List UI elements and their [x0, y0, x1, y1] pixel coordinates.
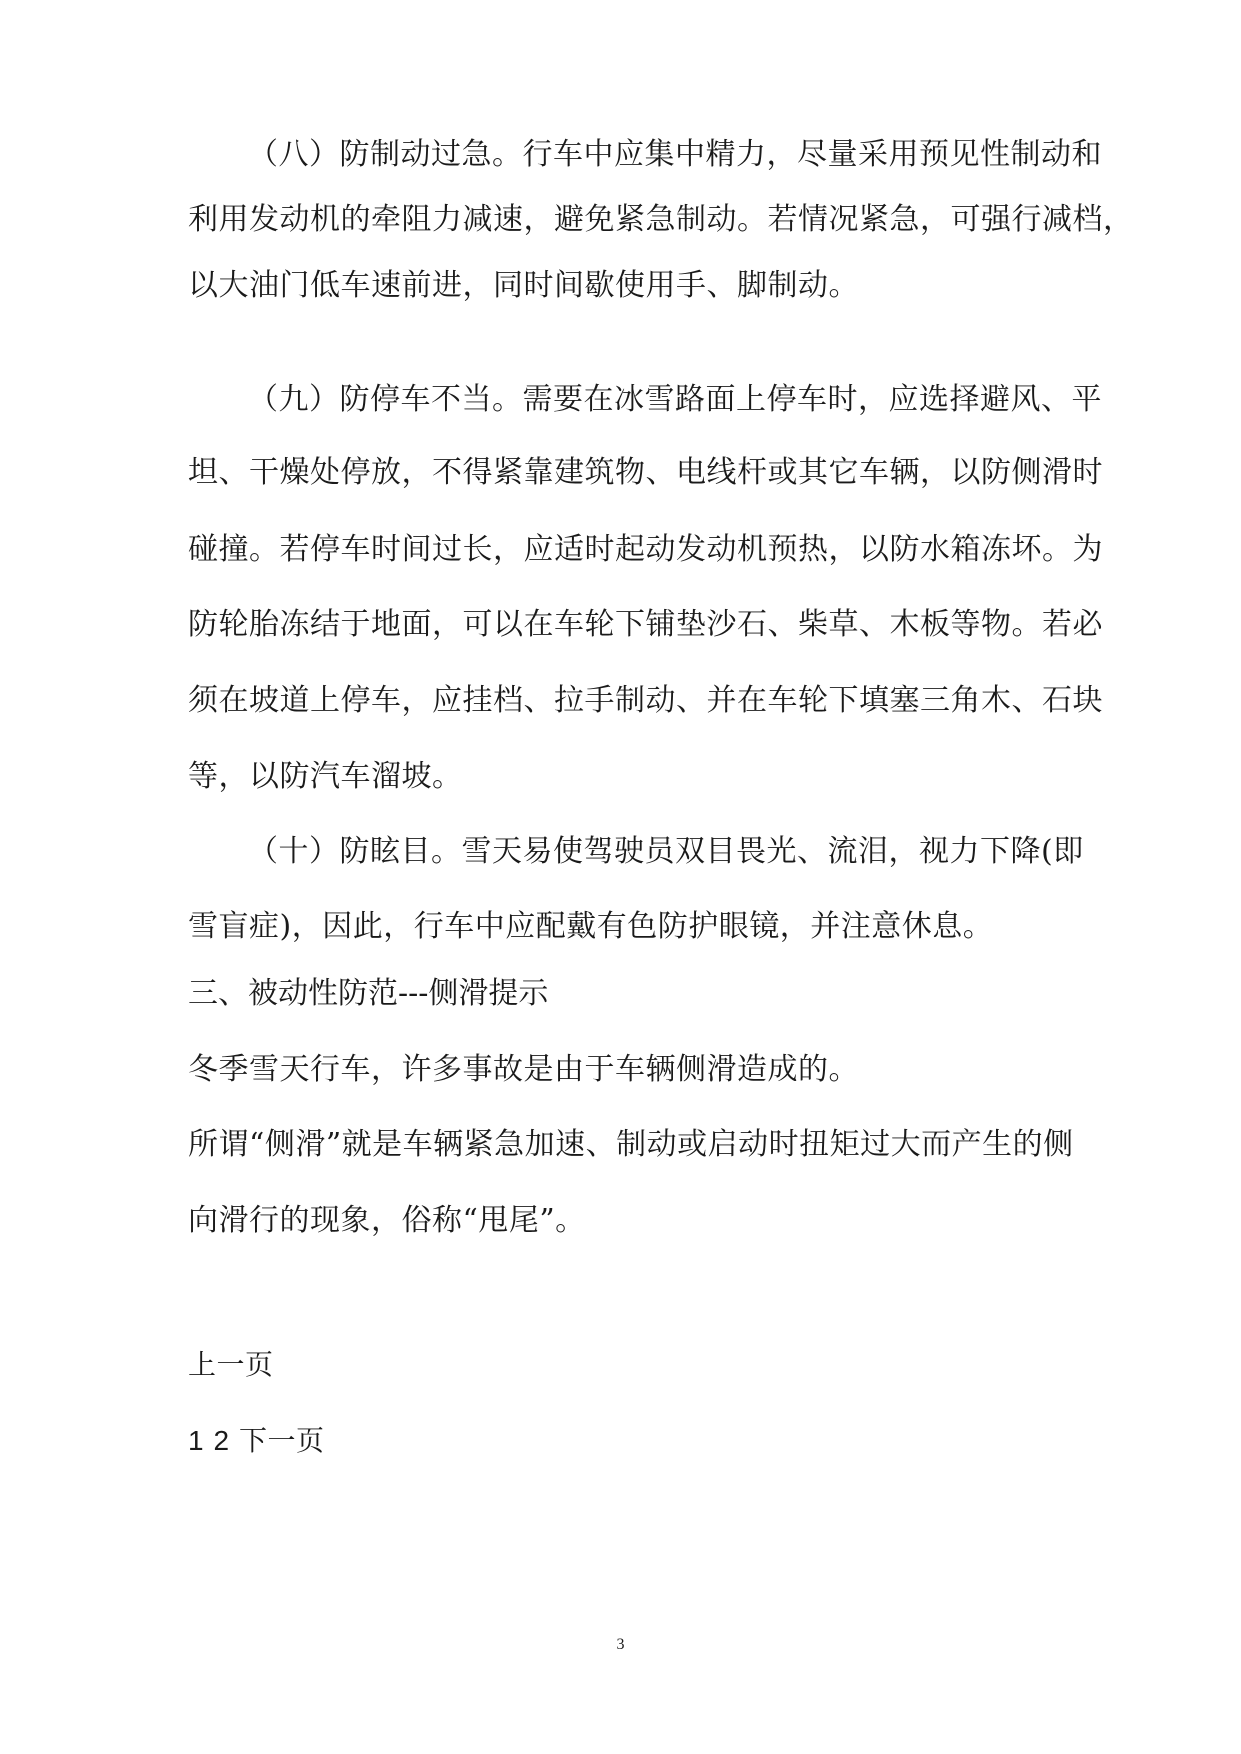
page-number: 3: [616, 1636, 625, 1653]
definition-line-1: 所谓“侧滑”就是车辆紧急加速、制动或启动时扭矩过大而产生的侧: [188, 1127, 1074, 1162]
paragraph-9-line-4: 防轮胎冻结于地面，可以在车轮下铺垫沙石、柴草、木板等物。若必: [188, 607, 1103, 642]
paragraph-9-line-5: 须在坡道上停车，应挂档、拉手制动、并在车轮下填塞三角木、石块: [188, 683, 1103, 718]
page-link-1[interactable]: 1: [188, 1425, 205, 1456]
paragraph-10-line-1: （十）防眩目。雪天易使驾驶员双目畏光、流泪，视力下降(即: [248, 834, 1084, 869]
pagination-row: [188, 1421, 324, 1461]
paragraph-9-line-2: 坦、干燥处停放，不得紧靠建筑物、电线杆或其它车辆，以防侧滑时: [188, 455, 1103, 490]
paragraph-9-line-1: （九）防停车不当。需要在冰雪路面上停车时，应选择避风、平: [248, 382, 1102, 417]
page-link-2[interactable]: 2: [213, 1425, 230, 1456]
paragraph-8-line-1: （八）防制动过急。行车中应集中精力，尽量采用预见性制动和: [248, 137, 1102, 172]
paragraph-9-line-6: 等，以防汽车溜坡。: [188, 759, 463, 794]
paragraph-8-line-3: 以大油门低车速前进，同时间歇使用手、脚制动。: [188, 268, 859, 303]
paragraph-10-line-2: 雪盲症)，因此，行车中应配戴有色防护眼镜，并注意休息。: [188, 909, 994, 944]
paragraph-9-line-3: 碰撞。若停车时间过长，应适时起动发动机预热，以防水箱冻坏。为: [188, 532, 1103, 567]
next-page-link[interactable]: 下一页: [238, 1424, 325, 1457]
definition-line-2: 向滑行的现象，俗称“甩尾”。: [188, 1203, 586, 1238]
prev-page-link[interactable]: 上一页: [188, 1348, 274, 1381]
intro-text: 冬季雪天行车，许多事故是由于车辆侧滑造成的。: [188, 1052, 859, 1087]
paragraph-8-line-2: 利用发动机的牵阻力减速，避免紧急制动。若情况紧急，可强行减档，: [188, 202, 1134, 237]
section-heading: 三、被动性防范---侧滑提示: [188, 976, 549, 1011]
